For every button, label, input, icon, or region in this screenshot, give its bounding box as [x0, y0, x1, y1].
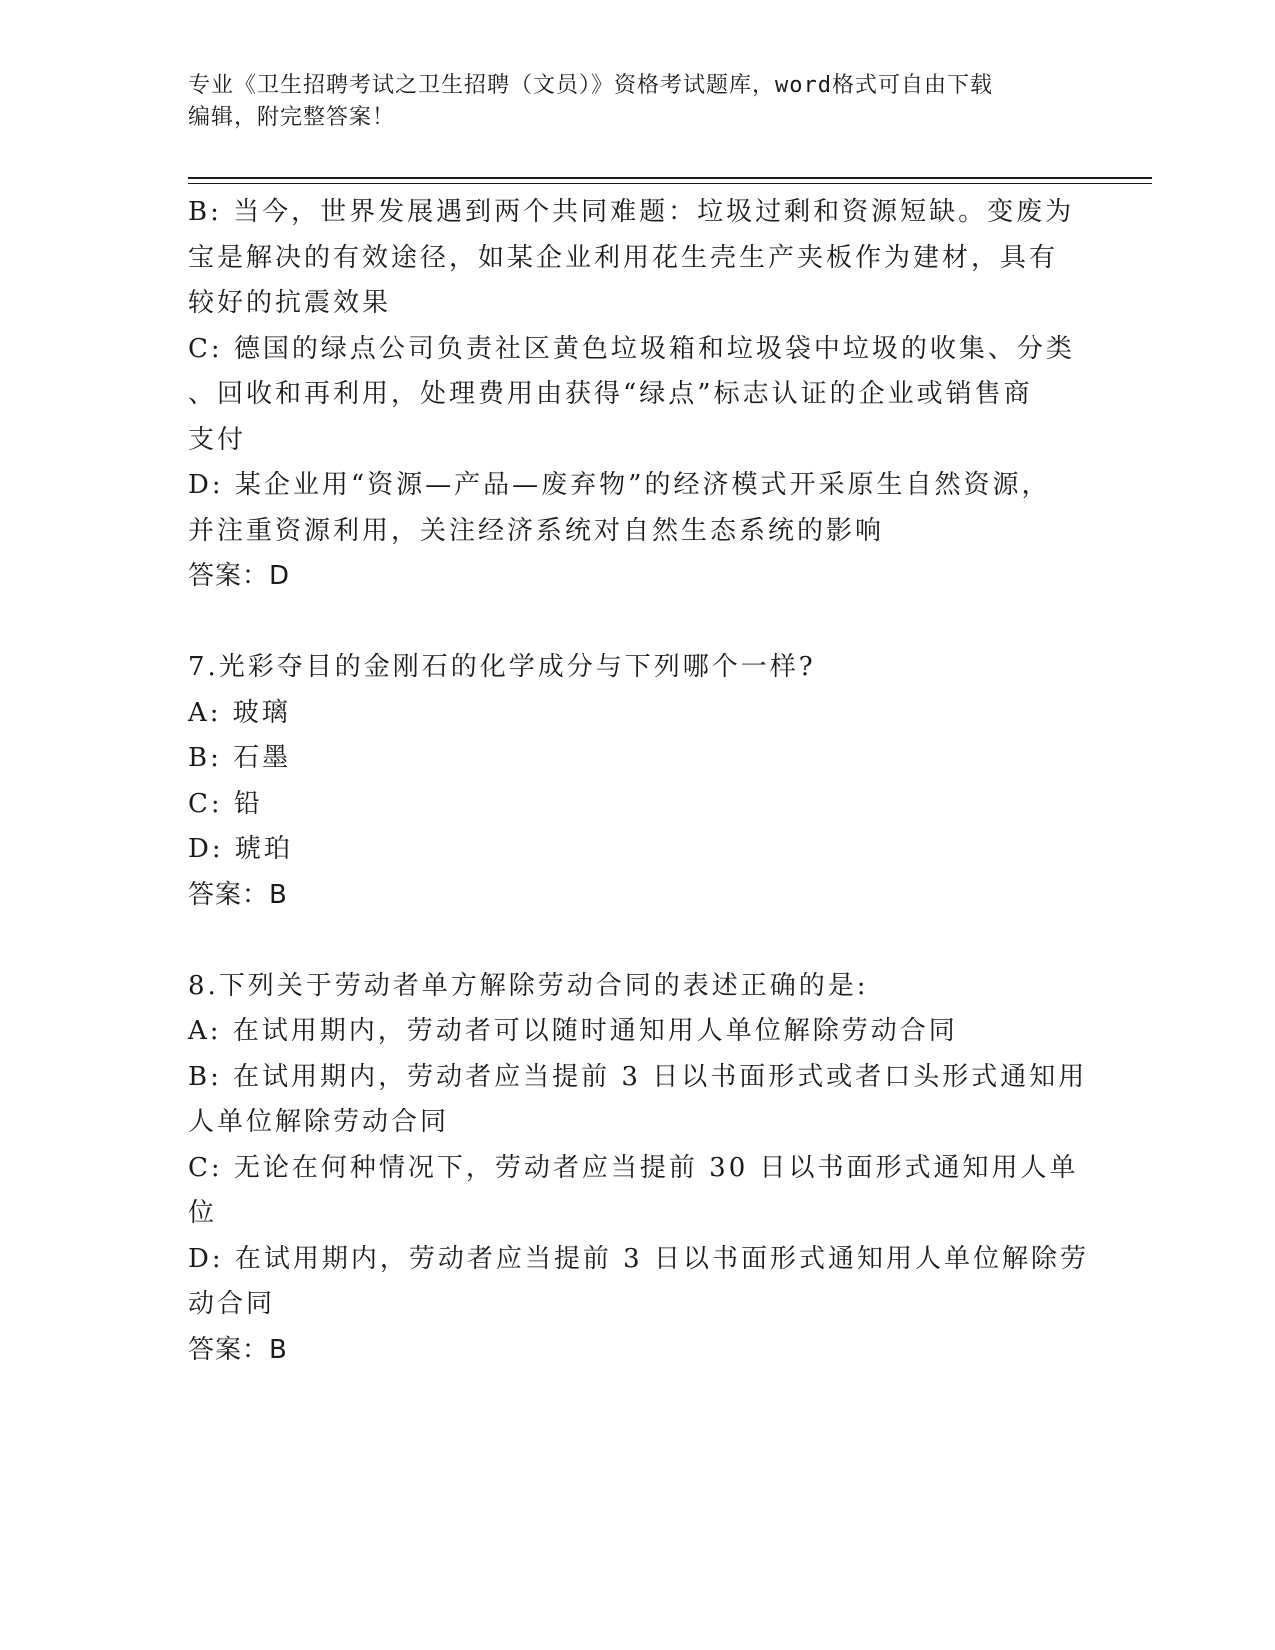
q8-option-d-line-1: D: 在试用期内，劳动者应当提前 3 日以书面形式通知用人单位解除劳 [188, 1243, 1089, 1274]
header-rule-thin [188, 183, 1152, 184]
spacer [188, 918, 1088, 964]
spacer [188, 600, 1088, 646]
q6-option-c-line-1: C: 德国的绿点公司负责社区黄色垃圾箱和垃圾袋中垃圾的收集、分类 [188, 333, 1075, 364]
q7-answer: 答案：B [188, 879, 288, 910]
q6-answer: 答案：D [188, 561, 291, 591]
q8-option-b-line-2: 人单位解除劳动合同 [188, 1107, 450, 1137]
q8-stem: 8.下列关于劳动者单方解除劳动合同的表述正确的是: [188, 970, 869, 1001]
header-rule-thick [188, 177, 1152, 179]
q7-option-c: C: 铅 [188, 788, 263, 819]
q7-option-b: B: 石墨 [188, 743, 292, 773]
q7-option-d: D: 琥珀 [188, 834, 293, 864]
q7-stem: 7.光彩夺目的金刚石的化学成分与下列哪个一样? [188, 652, 816, 682]
header-line-2: 编辑，附完整答案！ [188, 105, 396, 130]
document-header [188, 70, 1088, 134]
q8-option-a: A: 在试用期内，劳动者可以随时通知用人单位解除劳动合同 [188, 1016, 958, 1046]
q8-option-b-line-1: B: 在试用期内，劳动者应当提前 3 日以书面形式或者口头形式通知用 [188, 1061, 1088, 1092]
q6-option-c-line-3: 支付 [188, 424, 247, 455]
q6-option-b-line-2: 宝是解决的有效途径，如某企业利用花生壳生产夹板作为建材，具有 [188, 242, 1059, 273]
question-7 [188, 645, 1088, 918]
q8-answer: 答案：B [188, 1334, 288, 1365]
q6-option-c-line-2: 、回收和再利用，处理费用由获得“绿点”标志认证的企业或销售商 [188, 379, 1033, 409]
q6-option-b-line-1: B: 当今，世界发展遇到两个共同难题：垃圾过剩和资源短缺。变废为 [188, 197, 1075, 227]
q8-option-d-line-2: 动合同 [188, 1289, 276, 1319]
q7-option-a: A: 玻璃 [188, 697, 291, 728]
q6-option-d-line-1: D: 某企业用“资源—产品—废弃物”的经济模式开采原生自然资源， [188, 470, 1051, 500]
q6-option-b-line-3: 较好的抗震效果 [188, 288, 392, 318]
header-line-1: 专业《卫生招聘考试之卫生招聘（文员）》资格考试题库，word格式可自由下载 [188, 73, 993, 98]
q8-option-c-line-1: C: 无论在何种情况下，劳动者应当提前 30 日以书面形式通知用人单 [188, 1152, 1079, 1183]
question-6-continued [188, 190, 1088, 600]
question-content [188, 190, 1088, 1373]
q6-option-d-line-2: 并注重资源利用，关注经济系统对自然生态系统的影响 [188, 515, 885, 546]
q8-option-c-line-2: 位 [188, 1198, 218, 1228]
question-8 [188, 964, 1088, 1374]
